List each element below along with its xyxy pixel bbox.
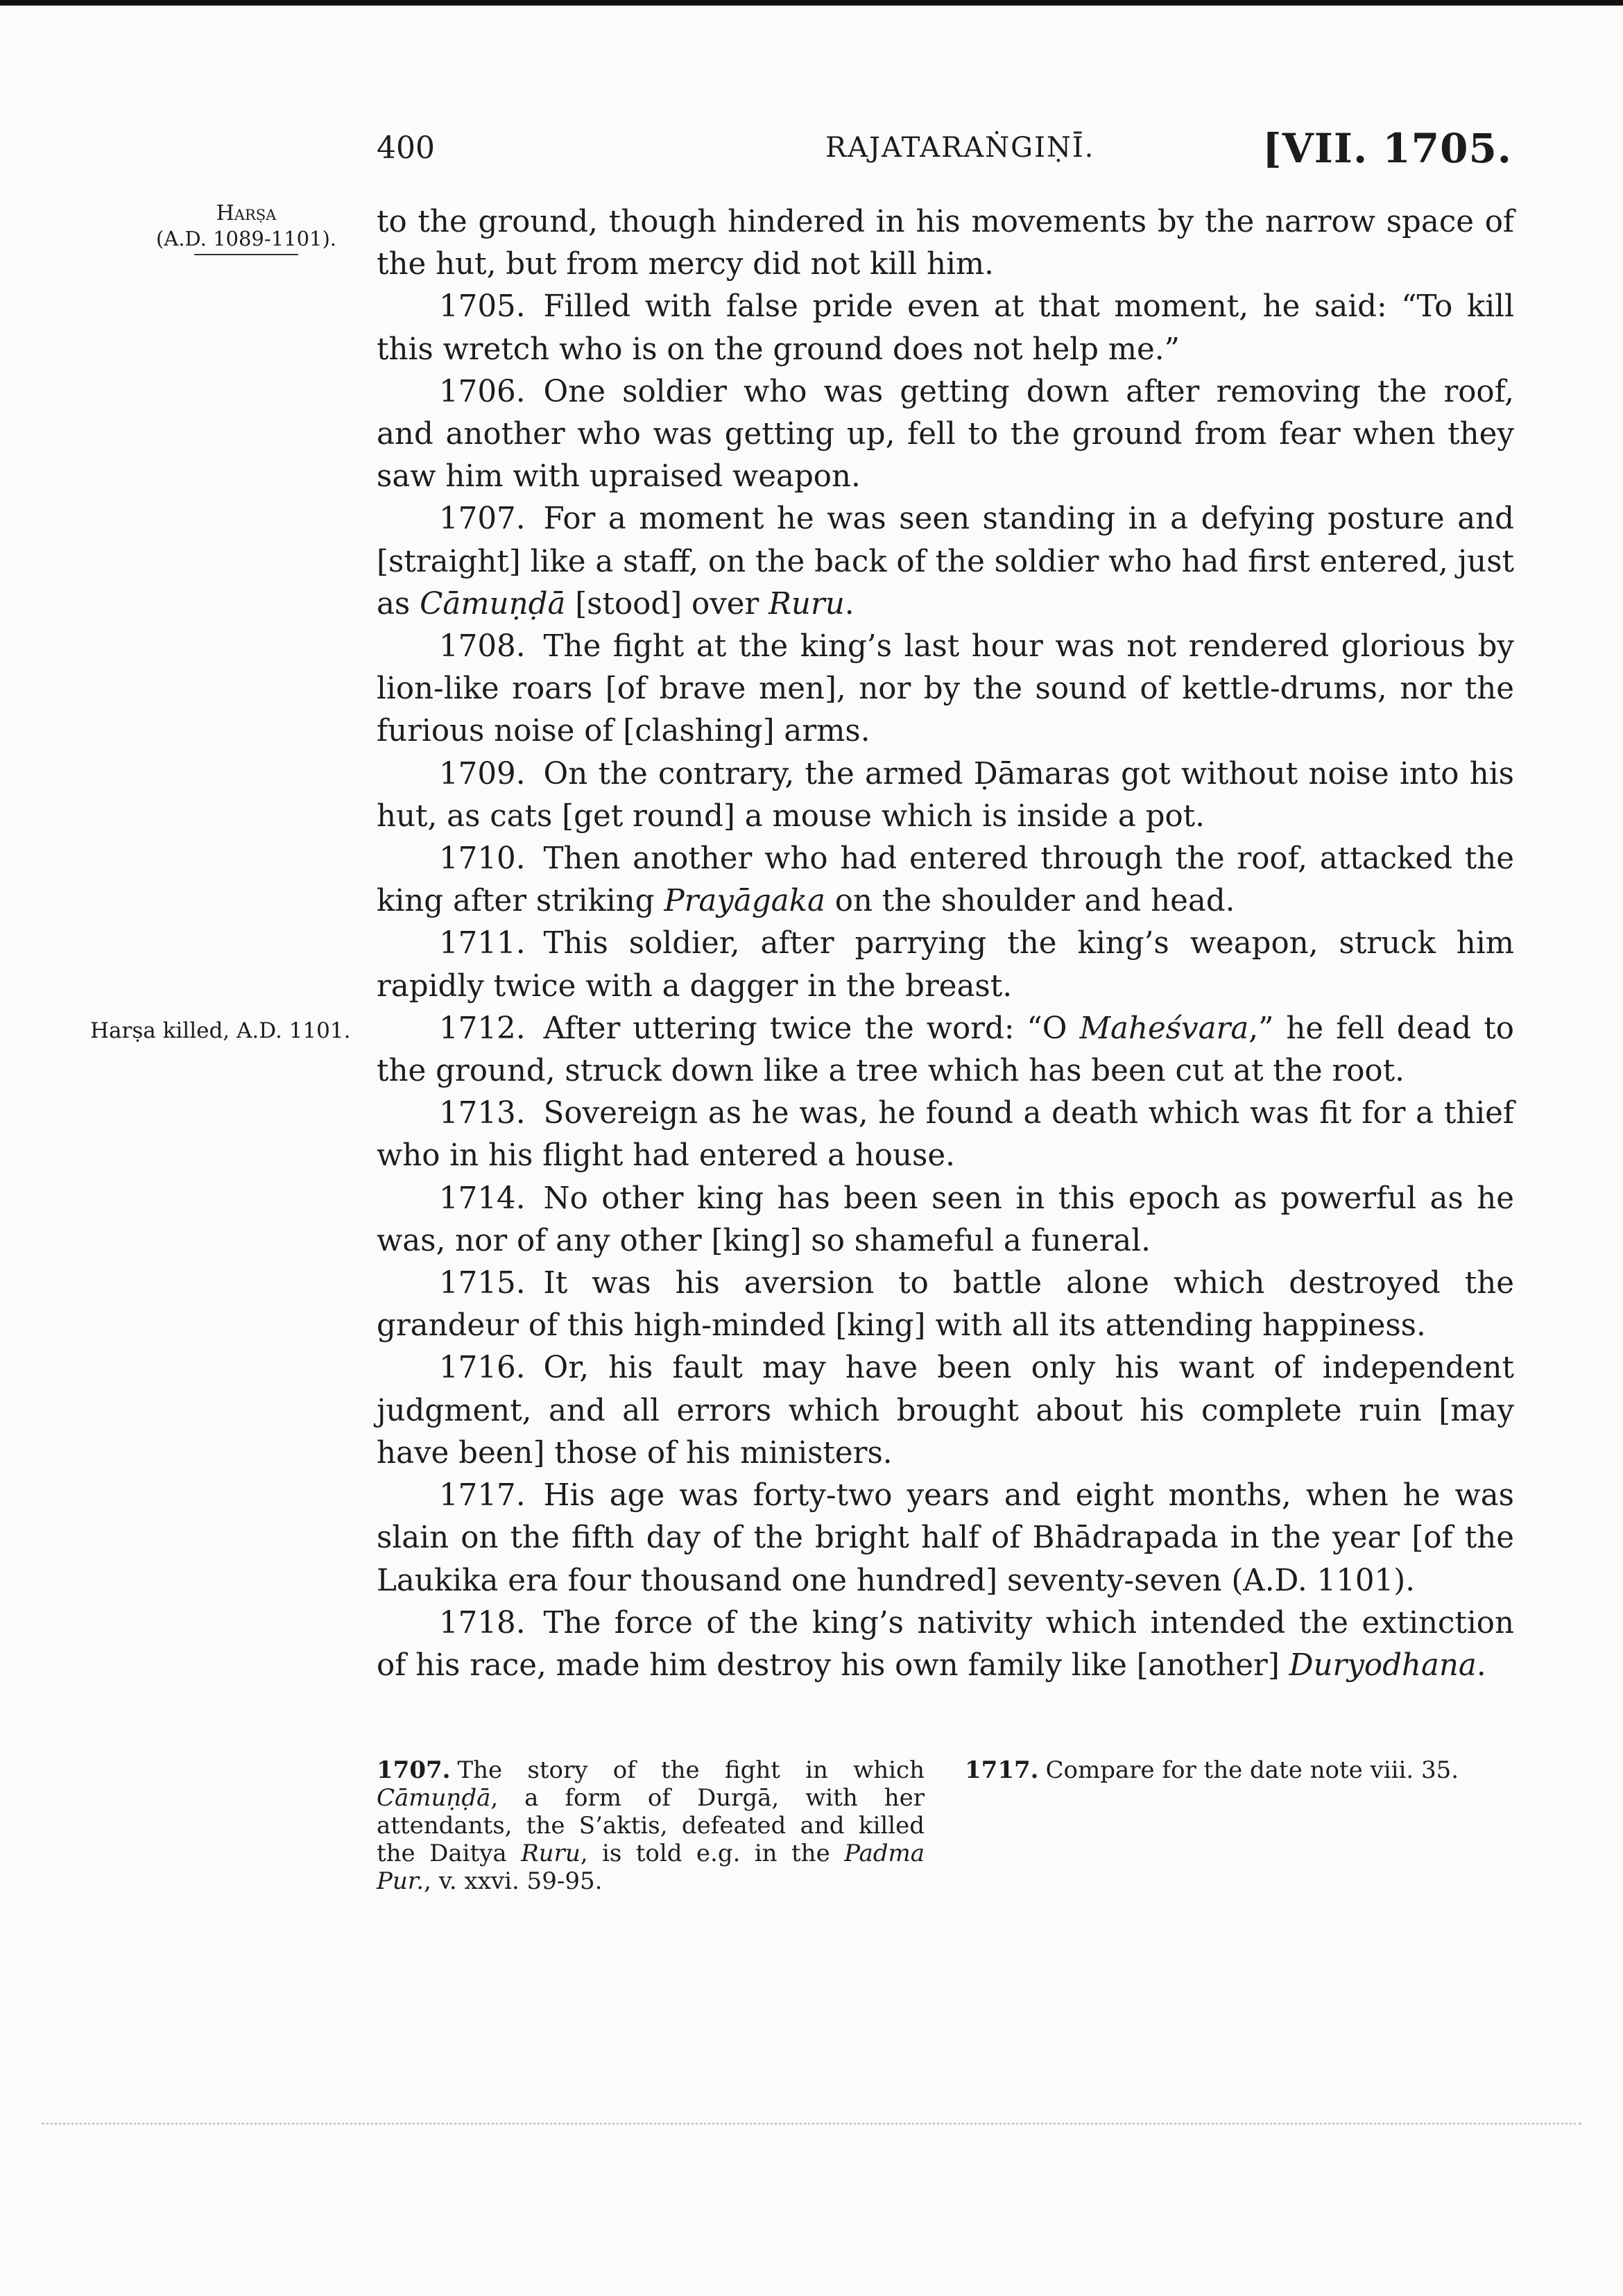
verse-1718: 1718. The force of the king’s nativity which intended the extinction of his race, made him destroy his own family like [another] Duryodhana.: [377, 1605, 1514, 1683]
section-reference: [VII. 1705.: [1262, 125, 1512, 172]
sidenote-king-name: Harṣa: [216, 201, 277, 225]
verse-1716: 1716. Or, his fault may have been only his want of independent judgment, and all errors which brought about his complete ruin [may have been] those of his ministers.: [377, 1351, 1514, 1471]
sidenote-harsa-reign: [142, 201, 350, 255]
verse-1715: 1715. It was his aversion to battle alone which destroyed the grandeur of this high-minded [king] with all its attending happiness.: [377, 1266, 1514, 1344]
verse-1709: 1709. On the contrary, the armed Ḍāmaras got without noise into his hut, as cats [get round] a mouse which is inside a pot.: [377, 756, 1514, 834]
top-border: [0, 0, 1623, 6]
sidenote-harsa-killed: Harṣa killed, A.D. 1101.: [90, 1018, 351, 1043]
sidenote-reign-dates: (A.D. 1089-1101).: [155, 227, 337, 250]
sidenote-rule: [194, 254, 298, 255]
page-header: [0, 118, 1623, 173]
verse-1710: 1710. Then another who had entered through the roof, attacked the king after striking Prayāgaka on the shoulder and head.: [377, 841, 1514, 919]
verse-1712: 1712. After uttering twice the word: “O Maheśvara,” he fell dead to the ground, struck down like a tree which has been cut at the root.: [377, 1011, 1514, 1089]
verse-1705: 1705. Filled with false pride even at that moment, he said: “To kill this wretch who is on the ground does not help me.”: [377, 289, 1514, 367]
verse-1707: 1707. For a moment he was seen standing in a defying posture and [straight] like a staff, on the back of the soldier who had first entered, just as Cāmuṇḍā [stood] over Ruru.: [377, 502, 1514, 622]
main-text: [377, 201, 1514, 1687]
page-number: 400: [377, 130, 435, 166]
footnote-1707: 1707. The story of the fight in which Cāmuṇḍā, a form of Durgā, with her attendants, the S’aktis, defeated and killed the Daitya Ruru, is told e.g. in the Padma Pur., v. xxvi. 59-95.: [377, 1756, 925, 1895]
bottom-dotted-rule: [42, 2123, 1581, 2125]
verse-1706: 1706. One soldier who was getting down after removing the roof, and another who was getting up, fell to the ground from fear when they saw him with upraised weapon.: [377, 374, 1514, 495]
footnote-column-right: [965, 1756, 1513, 1784]
continuation-paragraph: to the ground, though hindered in his movements by the narrow space of the hut, but from mercy did not kill him.: [377, 205, 1514, 282]
verse-1714: 1714. No other king has been seen in this epoch as powerful as he was, nor of any other [king] so shameful a funeral.: [377, 1181, 1514, 1258]
footnote-1717: 1717. Compare for the date note viii. 35.: [965, 1756, 1459, 1784]
verse-1713: 1713. Sovereign as he was, he found a death which was fit for a thief who in his flight had entered a house.: [377, 1096, 1514, 1174]
footnote-column-left: [377, 1756, 925, 1895]
running-title: RAJATARAṄGIṆĪ.: [825, 132, 1095, 164]
verse-1708: 1708. The fight at the king’s last hour was not rendered glorious by lion-like roars [of brave men], nor by the sound of kettle-drums, nor the furious noise of [clashing] arms.: [377, 629, 1514, 749]
verse-1711: 1711. This soldier, after parrying the king’s weapon, struck him rapidly twice with a dagger in the breast.: [377, 926, 1514, 1004]
verse-1717: 1717. His age was forty-two years and eight months, when he was slain on the fifth day of the bright half of Bhādrapada in the year [of the Laukika era four thousand one hundred] seventy-seven (A.D. 1101).: [377, 1478, 1514, 1598]
